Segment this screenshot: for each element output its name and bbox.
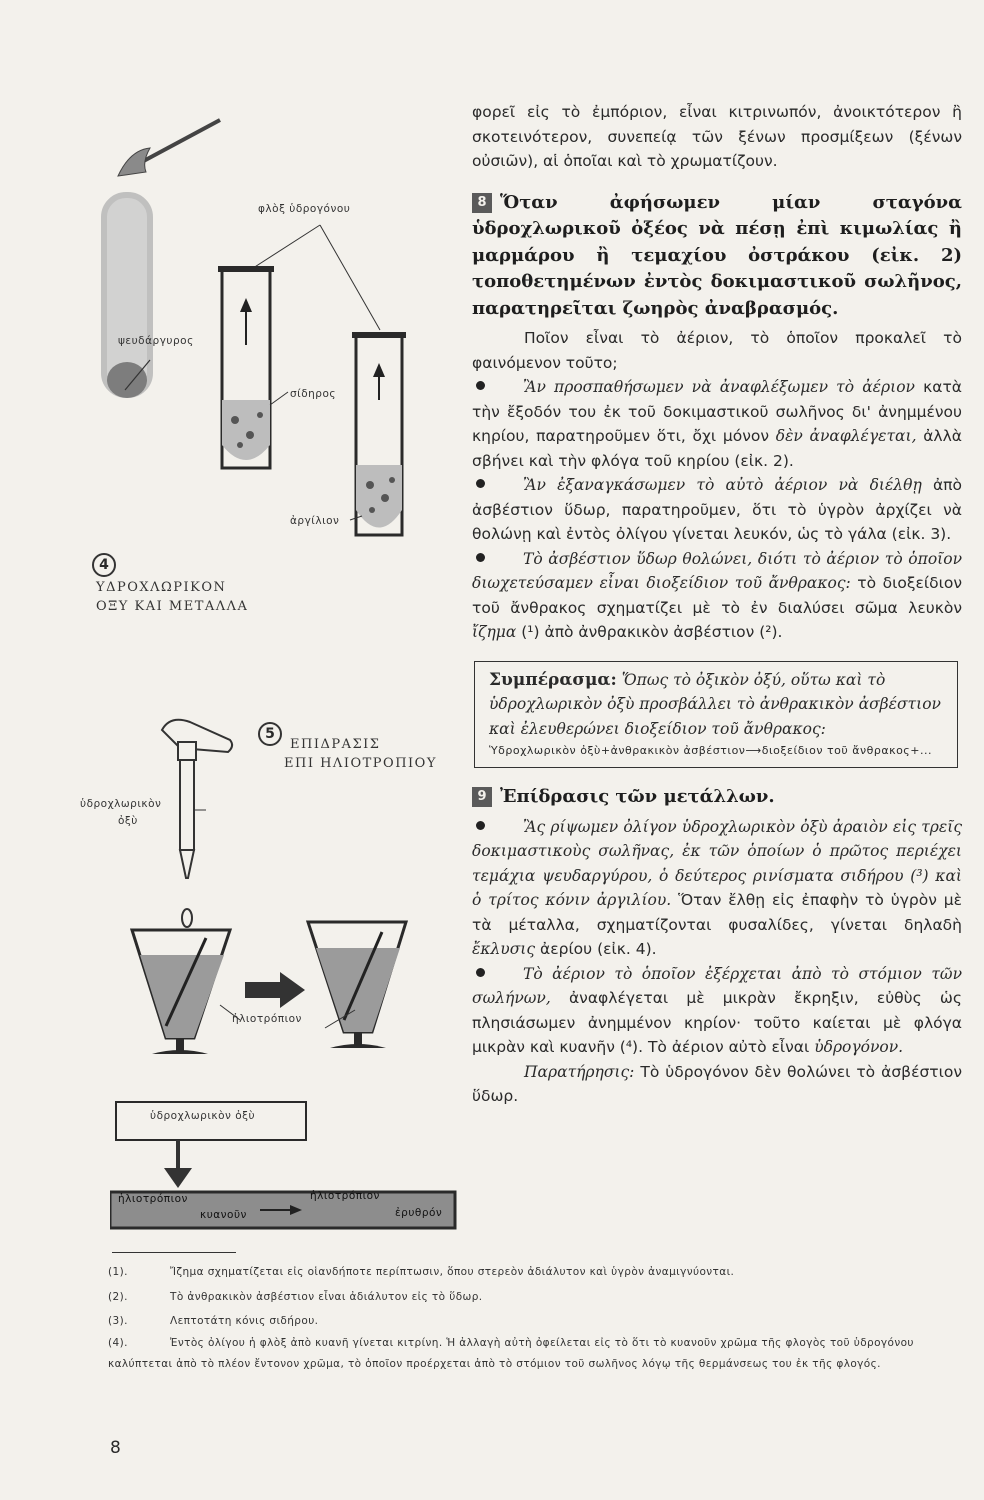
finger-shape <box>162 720 232 752</box>
label-flame: φλὸξ ὑδρογόνου <box>258 203 351 215</box>
drop-shape <box>182 909 192 927</box>
footnote-divider <box>112 1252 236 1253</box>
bullet-icon <box>476 553 485 562</box>
figure-4-caption-line1: ΥΔΡΟΧΛΩΡΙΚΟΝ <box>96 580 227 595</box>
flame-pointer-2 <box>320 225 380 330</box>
flame-pointer-1 <box>250 225 320 270</box>
result-left-line2: κυανοῦν <box>200 1209 247 1221</box>
figure-5-number: 5 <box>258 722 282 746</box>
bullet-paragraph-1: Ἂν προσπαθήσωμεν νὰ ἀναφλέξωμεν τὸ ἀέριον κατὰ τὴν ἔξοδόν του ἐκ τοῦ δοκιμαστικοῦ σωλῆνος δι' ἀνημμένου κηρίου, παρατηροῦμεν ὅτι, ὄχι μόνον δὲν ἀναφλέγεται, ἀλλὰ σβήνει καὶ τὴν φλόγα τοῦ κηρίου (εἰκ. 2). <box>472 378 962 470</box>
result-right-line2: ἐρυθρόν <box>395 1207 443 1219</box>
result-left-line1: ἡλιοτρόπιον <box>118 1193 188 1205</box>
label-litmus: ἡλιοτρόπιον <box>232 1013 302 1025</box>
label-iron: σίδηρος <box>290 388 337 400</box>
text-column <box>472 100 962 1109</box>
conclusion-box <box>474 661 958 769</box>
acid-box-label: ὑδροχλωρικὸν ὀξὺ <box>150 1110 256 1122</box>
zinc-pieces <box>107 362 147 398</box>
figure-4-caption-line2: ΟΞΥ ΚΑΙ ΜΕΤΑΛΛΑ <box>96 599 249 614</box>
bullet-icon <box>476 479 485 488</box>
section-8-heading <box>472 190 962 323</box>
bullet-icon <box>476 968 485 977</box>
splint-line <box>138 120 220 164</box>
section-8-number: 8 <box>472 193 492 213</box>
flame-shape <box>118 148 150 176</box>
page-number: 8 <box>110 1438 121 1458</box>
result-right-line1: ἡλιοτρόπιον <box>310 1190 380 1202</box>
label-acid-line1: ὑδροχλωρικὸν <box>80 798 162 810</box>
section-9-text: Ἐπίδρασις τῶν μετάλλων. <box>500 786 775 807</box>
bullet-paragraph-3: Τὸ ἀσβέστιον ὕδωρ θολώνει, διότι τὸ ἀέριον τὸ ὁποῖον διωχετεύσαμεν εἶναι διοξείδιον τοῦ ἄνθρακος: τὸ διοξείδιον τοῦ ἄνθρακος σχηματίζει μὲ τὸ ἐν διαλύσει σῶμα λευκὸν ἴζημα (¹) ἀπὸ ἀνθρακικὸν ἀσβέστιον (²). <box>472 549 962 641</box>
note-paragraph: Παρατήρησις: Τὸ ὑδρογόνον δὲν θολώνει τὸ ἀσβέστιον ὕδωρ. <box>472 1062 962 1105</box>
bullet-icon <box>476 821 485 830</box>
section-8-text: Ὅταν ἀφήσωμεν μίαν σταγόνα ὑδροχλωρικοῦ ὀξέος νὰ πέσῃ ἐπὶ κιμωλίας ἢ μαρμάρου ἢ τεμαχίου ὀστράκου (εἰκ. 2) τοποθετημένων ἐντὸς δοκιμαστικοῦ σωλῆνος, παρατηρεῖται ζωηρὸς ἀναβρασμός. <box>472 191 962 319</box>
figure-5-drawing <box>110 710 460 1230</box>
footnote-3: (3). Λεπτοτάτη κόνις σιδήρου. <box>108 1315 319 1327</box>
transition-arrow <box>245 972 305 1008</box>
figure-4-drawing <box>80 100 420 560</box>
question-paragraph: Ποῖον εἶναι τὸ ἀέριον, τὸ ὁποῖον προκαλεῖ τὸ φαινόμενον τοῦτο; <box>472 329 962 372</box>
footnote-2: (2). Τὸ ἀνθρακικὸν ἀσβέστιον εἶναι ἀδιάλυτον εἰς τὸ ὕδωρ. <box>108 1291 483 1303</box>
footnote-1: (1). Ἴζημα σχηματίζεται εἰς οἱανδήποτε περίπτωσιν, ὅπου στερεὸν ἀδιάλυτον καὶ ὑγρὸν ἀναμιγνύονται. <box>108 1266 735 1278</box>
section-9-heading <box>472 784 962 811</box>
bullet-icon <box>476 381 485 390</box>
label-aluminum: ἀργίλιον <box>290 515 340 527</box>
bullet-paragraph-5: Τὸ ἀέριον τὸ ὁποῖον ἐξέρχεται ἀπὸ τὸ στόμιον τῶν σωλήνων, ἀναφλέγεται μὲ μικρὰν ἔκρηξιν, εὐθὺς ὡς πλησιάσωμεν ἀνημμένον κηρίον· τοῦτο καίεται μὲ φλόγα μικρὰν καὶ κυανῆν (⁴). Τὸ ἀέριον αὐτὸ εἶναι ὑδρογόνον. <box>472 964 962 1056</box>
bullet-paragraph-4: Ἂς ρίψωμεν ὀλίγον ὑδροχλωρικὸν ὀξὺ ἀραιὸν εἰς τρεῖς δοκιμαστικοὺς σωλῆνας, ἐκ τῶν ὁποίων ὁ πρῶτος περιέχει τεμάχια ψευδαργύρου, ὁ δεύτερος ρινίσματα σιδήρου (³) καὶ ὁ τρίτος κόνιν ἀργιλίου. Ὅταν ἔλθῃ εἰς ἐπαφὴν τὸ ὑγρὸν μὲ τὰ μέταλλα, σχηματίζονται φυσαλίδες, γίνεται δηλαδὴ ἔκλυσις ἀερίου (εἰκ. 4). <box>472 817 962 958</box>
conclusion-title: Συμπέρασμα: <box>489 669 617 690</box>
figure-4-number: 4 <box>92 553 116 577</box>
footnote-4: (4). Ἐντὸς ὀλίγου ἡ φλὸξ ἀπὸ κυανῆ γίνεται κιτρίνη. Ἡ ἀλλαγὴ αὐτὴ ὀφείλεται εἰς τὸ ὅτι τὸ κυανοῦν χρῶμα τῆς φλογὸς τοῦ ὑδρογόνου καλύπτεται ἀπὸ τὸ πλέον ἔντονον χρῶμα, τὸ ὁποῖον προέρχεται ἀπὸ τὸ στόμιον τοῦ σωλῆνος λόγῳ τῆς θερμάνσεως του ἐκ τῆς φλογός. <box>108 1337 914 1370</box>
bullet-paragraph-2: Ἂν ἐξαναγκάσωμεν τὸ αὐτὸ ἀέριον νὰ διέλθῃ ἀπὸ ἀσβέστιον ὕδωρ, παρατηροῦμεν, ὅτι τὸ ὑγρὸν ἀρχίζει νὰ θολώνῃ καὶ ἐντὸς ὀλίγου γίνεται λευκόν, ὡς τὸ γάλα (εἰκ. 3). <box>472 476 962 543</box>
label-zinc: ψευδάργυρος <box>118 335 194 347</box>
conclusion-text: Ὅπως τὸ ὀξικὸν ὀξύ, οὕτω καὶ τὸ ὑδροχλωρικὸν ὀξὺ προσβάλλει τὸ ἀνθρακικὸν ἀσβέστιον καὶ ἐλευθερώνει διοξείδιον τοῦ ἄνθρακος: <box>489 670 941 738</box>
figure-5-caption-line1: ΕΠΙΔΡΑΣΙΣ <box>290 737 381 752</box>
intro-paragraph: φορεῖ εἰς τὸ ἐμπόριον, εἶναι κιτρινωπόν, ἀνοικτότερον ἢ σκοτεινότερον, συνεπείᾳ τῶν ξένων προσμίξεων (ξένων οὐσιῶν), αἱ ὁποῖαι καὶ τὸ χρωματίζουν. <box>472 103 962 170</box>
figure-5-caption-line2: ΕΠΙ ΗΛΙΟΤΡΟΠΙΟΥ <box>284 756 437 771</box>
section-9-number: 9 <box>472 787 492 807</box>
conclusion-equation: Ὑδροχλωρικὸν ὀξὺ+ἀνθρακικὸν ἀσβέστιον⟶διοξείδιον τοῦ ἄνθρακος+... <box>489 744 932 757</box>
label-acid-line2: ὀξὺ <box>118 815 138 827</box>
dropper-tube <box>180 760 194 850</box>
dropper-bulb <box>178 742 196 760</box>
